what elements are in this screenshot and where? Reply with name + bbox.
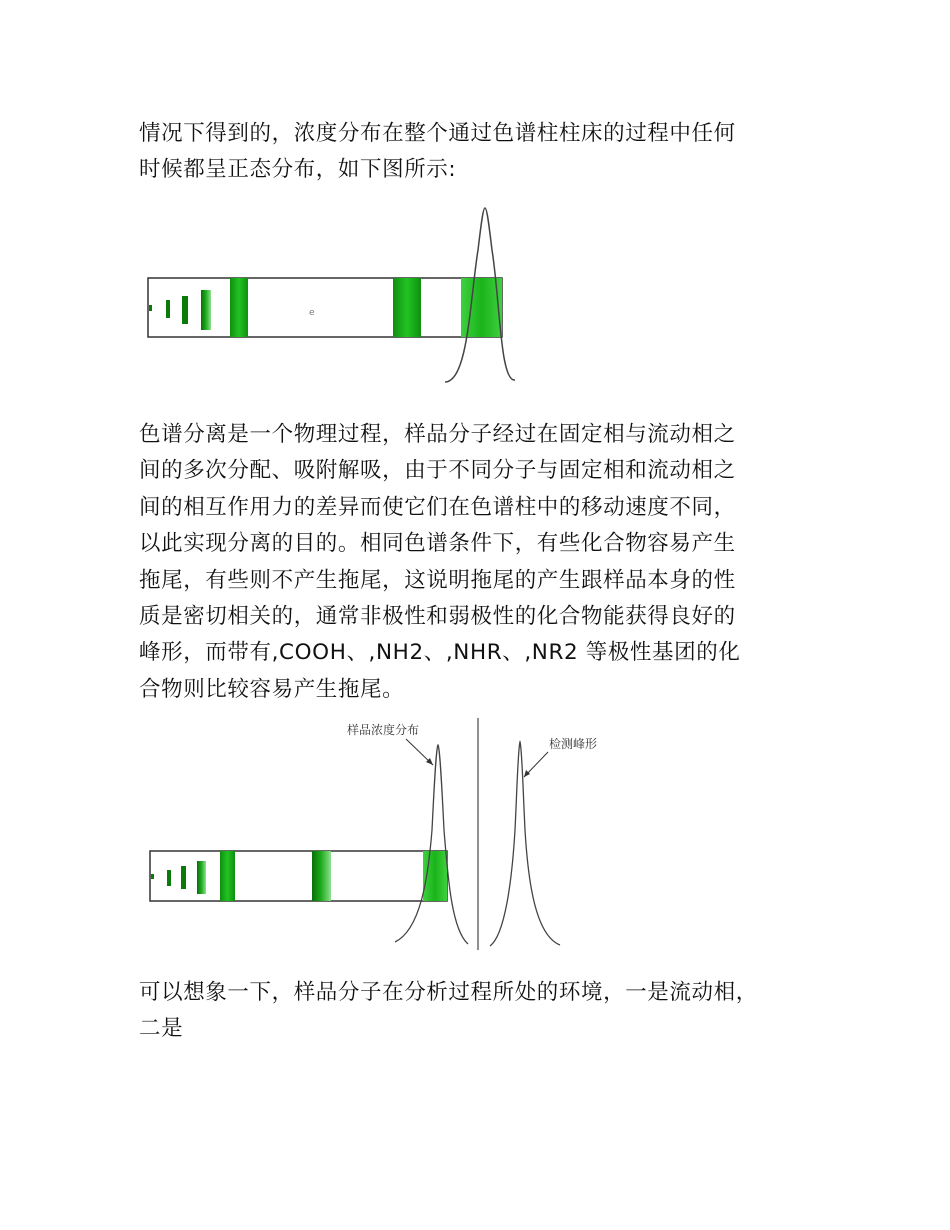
band-2 [393,278,421,337]
text-line: 合物则比较容易产生拖尾。 [139,676,405,702]
paragraph-3 [139,975,829,1048]
figure-2-column-diagram [150,718,560,950]
text-line: 间的相互作用力的差异而使它们在色谱柱中的移动速度不同， [139,494,736,520]
band2-1 [220,851,235,901]
band-small-2 [182,296,188,324]
text-line: 质是密切相关的，通常非极性和弱极性的化合物能获得良好的 [139,604,736,630]
label-detected-peak: 检测峰形 [549,737,598,751]
band-small-3 [201,290,211,330]
band-tiny [149,305,152,311]
band2-2 [312,851,331,901]
text-line: 峰形，而带有,COOH、,NH2、,NHR、,NR2 等极性基团的化 [139,640,741,666]
text-line: 可以想象一下，样品分子在分析过程所处的环境，一是流动相， [139,980,758,1005]
column-tube-2 [150,851,447,901]
label-concentration: 样品浓度分布 [347,723,420,737]
text-line: 情况下得到的，浓度分布在整个通过色谱柱柱床的过程中任何 [139,121,736,146]
band2-small-3 [197,861,206,894]
paragraph-2 [139,417,829,708]
text-line: 拖尾，有些则不产生拖尾，这说明拖尾的产生跟样品本身的性 [139,567,736,593]
detected-peak-curve [490,742,560,946]
paragraph-1 [139,116,829,189]
band2-tiny [151,874,154,879]
text-line: 时候都呈正态分布，如下图所示: [139,157,457,183]
text-line: 间的多次分配、吸附解吸，由于不同分子与固定相和流动相之 [139,458,736,484]
concentration-peak-curve [395,745,468,944]
band-1 [230,278,248,337]
band2-small-2 [181,866,186,889]
figure-1-column-diagram [148,208,515,382]
center-mark: e [309,308,315,318]
band2-small-1 [167,870,171,886]
text-line: 以此实现分离的目的。相同色谱条件下，有些化合物容易产生 [139,531,736,557]
band-small-1 [166,300,170,318]
text-line: 二是 [139,1016,184,1042]
text-line: 色谱分离是一个物理过程，样品分子经过在固定相与流动相之 [139,422,736,447]
